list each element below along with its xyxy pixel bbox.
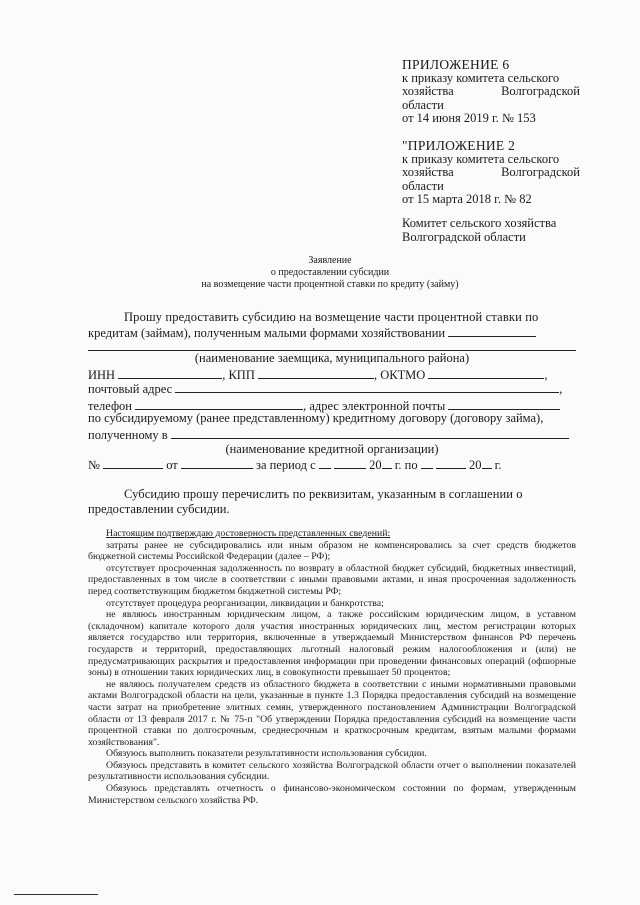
kpp-label: , КПП: [222, 368, 255, 382]
request-line2-text: кредитам (займам), полученным малыми формами хозяйствовании: [88, 326, 446, 340]
phone-label: телефон: [88, 399, 132, 413]
inn-label: ИНН: [88, 368, 116, 382]
confirm-item-3: отсутствует процедура реорганизации, ликвидации и банкротства;: [106, 597, 384, 609]
appendix-2-line2: [402, 166, 580, 180]
oktmo-label: , ОКТМО: [374, 368, 426, 382]
confirm-item-8: Обязуюсь представлять отчетность о финансово-экономическом состоянии по формам, утвержденным Министерством сельского хозяйства РФ.: [88, 783, 576, 806]
header-appendix-6: [402, 58, 580, 126]
contract-date-field[interactable]: [181, 457, 253, 469]
contract-line1: [88, 411, 576, 426]
appendix-2-line1: к приказу комитета сельского: [402, 151, 560, 166]
postal-line: [88, 381, 576, 397]
appendix-2-line2a: хозяйства: [402, 165, 454, 179]
addressee: [402, 217, 580, 244]
appendix-6-title: ПРИЛОЖЕНИЕ 6: [402, 57, 510, 72]
number-label: №: [88, 458, 100, 472]
request-line2: [88, 325, 576, 341]
inn-field[interactable]: [118, 367, 222, 379]
appendix-6-line2: [402, 85, 580, 99]
confirm-item-7: Обязуюсь представить в комитет сельского хозяйства Волгоградской области отчет о выполнении показателей результативности использования субсидии.: [88, 759, 576, 783]
document-title-line3: на возмещение части процентной ставки по кредиту (займу): [201, 279, 459, 290]
period-to-day-field[interactable]: [421, 457, 433, 469]
email-field[interactable]: [448, 398, 560, 410]
period-from-day-field[interactable]: [319, 457, 331, 469]
addressee-line1: Комитет сельского хозяйства: [402, 216, 557, 230]
period-label: за период с: [256, 458, 316, 472]
contract-line1-text: по субсидируемому (ранее представленному) кредитному договору (договору займа),: [88, 411, 544, 425]
footer-rule: [14, 894, 98, 895]
ids-comma: ,: [544, 368, 548, 382]
period-to-month-field[interactable]: [436, 457, 466, 469]
addressee-line2: Волгоградской области: [402, 229, 526, 244]
transfer-line2: предоставлении субсидии.: [88, 502, 230, 516]
document-title: [180, 255, 480, 291]
contract-line2: [88, 427, 576, 443]
borrower-name-field[interactable]: [448, 325, 536, 337]
period-to-label: г. по: [394, 458, 418, 472]
document-title-line1: Заявление: [308, 255, 352, 266]
postal-comma: ,: [559, 382, 563, 396]
kpp-field[interactable]: [258, 367, 374, 379]
period-from-year-prefix: 20: [369, 458, 382, 472]
transfer-line1: Субсидию прошу перечислить по реквизитам, указанным в соглашении о: [124, 487, 523, 501]
appendix-6-line3: области: [402, 97, 444, 112]
date-label: от: [166, 458, 178, 472]
appendix-2-line3: области: [402, 178, 444, 193]
bank-caption: (наименование кредитной организации): [225, 442, 439, 456]
period-from-year-field[interactable]: [382, 457, 392, 469]
appendix-2-title: "ПРИЛОЖЕНИЕ 2: [402, 138, 516, 153]
bank-field[interactable]: [171, 427, 569, 439]
appendix-6-line4: от 14 июня 2019 г. № 153: [402, 111, 536, 125]
email-label: , адрес электронной почты: [303, 399, 446, 413]
confirm-item-5: не являюсь получателем средств из областного бюджета в соответствии с иными нормативными правовыми актами Волгоградской области на цели, указанные в пункте 1.3 Порядка предоставления субсидий на возмещение части затрат на приобретение элитных семян, утвержденного постановлением Администрации Волгоградской области от 13 февраля 2017 г. № 75-п "Об утверждении Порядка предоставления субсидий на возмещение части процентной ставки по долгосрочным, среднесрочным и краткосрочным кредитам, взятым малыми формами хозяйствования".: [88, 678, 576, 748]
period-to-year-field[interactable]: [482, 457, 492, 469]
confirm-heading: Настоящим подтверждаю достоверность представленных сведений:: [106, 528, 391, 539]
borrower-caption: (наименование заемщика, муниципального района): [194, 351, 470, 365]
confirmations: [88, 528, 576, 806]
contract-details-line: [88, 457, 576, 473]
confirm-item-2: отсутствует просроченная задолженность по возврату в областной бюджет субсидий, бюджетных инвестиций, предоставленных в том числе в соответствии с иными правовыми актами, и иная просроченная задолженность перед соответствующим бюджетом бюджетной системы РФ;: [88, 562, 576, 597]
appendix-2-line2b: Волгоградской: [501, 165, 580, 179]
document-title-line2: о предоставлении субсидии: [270, 267, 390, 278]
appendix-2-line4: от 15 марта 2018 г. № 82: [402, 192, 532, 206]
header-appendix-2: [402, 139, 580, 207]
contract-line2-text: полученному в: [88, 428, 168, 442]
confirm-item-1: затраты ранее не субсидировались или иным образом не компенсировались за счет средств бюджетов бюджетной системы Российской Федерации (далее – РФ);: [88, 539, 576, 563]
postal-label: почтовый адрес: [88, 382, 173, 396]
confirm-item-4: не являюсь иностранным юридическим лицом, а также российским юридическим лицом, в уставном (складочном) капитале которого доля участия иностранных юридических лиц, местом регистрации которых является государство или территория, включенные в утверждаемый Министерством финансов РФ перечень государств и территорий, предоставляющих льготный налоговый режим налогообложения и (или) не предусматривающих раскрытия и предоставления информации при проведении финансовых операций (офшорные зоны) в отношении таких юридических лиц, в совокупности превышает 50 процентов;: [88, 609, 576, 679]
period-to-year-prefix: 20: [469, 458, 482, 472]
contract-number-field[interactable]: [103, 457, 163, 469]
request-line1: Прошу предоставить субсидию на возмещение части процентной ставки по: [124, 310, 539, 324]
oktmo-field[interactable]: [428, 367, 544, 379]
confirm-item-6: Обязуюсь выполнить показатели результативности использования субсидии.: [106, 748, 427, 760]
phone-field[interactable]: [135, 398, 303, 410]
postal-field[interactable]: [175, 381, 559, 393]
appendix-6-line2b: Волгоградской: [501, 84, 580, 98]
appendix-6-line1: к приказу комитета сельского: [402, 70, 560, 85]
appendix-6-line2a: хозяйства: [402, 84, 454, 98]
period-end-suffix: г.: [494, 458, 502, 472]
period-from-month-field[interactable]: [334, 457, 366, 469]
